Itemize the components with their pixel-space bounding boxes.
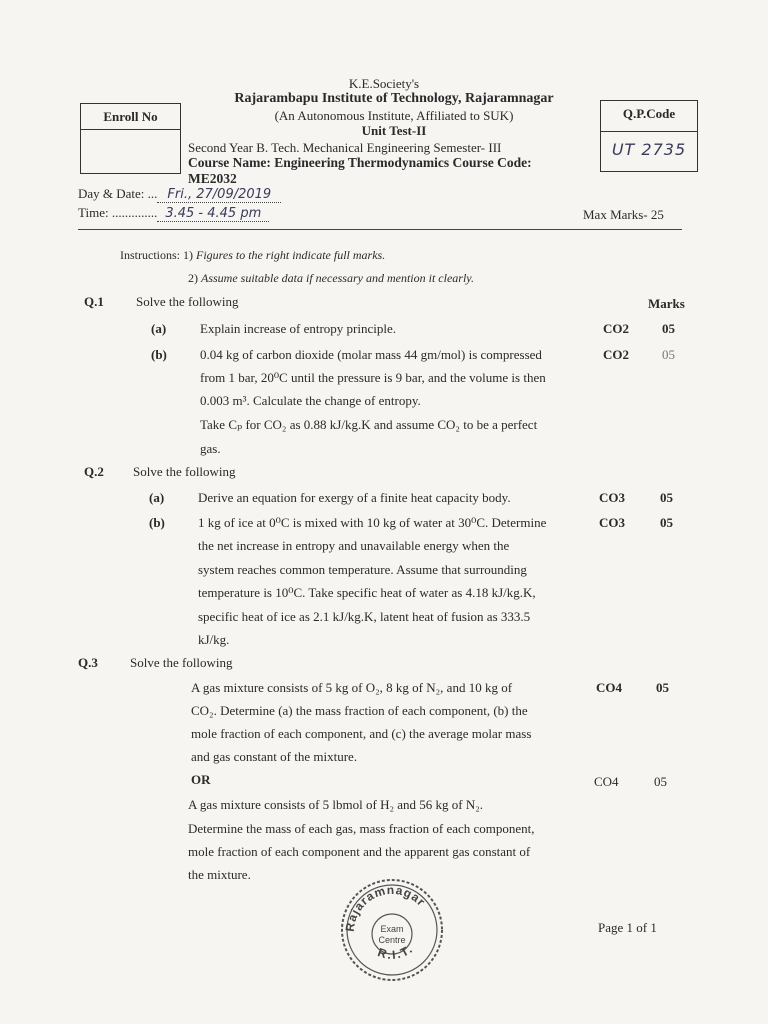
q3-or: OR: [191, 772, 211, 787]
instruction-1: [120, 248, 385, 263]
qp-code-value: UT 2735: [611, 140, 687, 159]
q3p2-marks: 05: [654, 774, 667, 789]
qp-code-box: [600, 100, 698, 172]
q2-number: Q.2: [84, 464, 104, 479]
instructions-label: Instructions: 1): [120, 248, 193, 262]
time-label: Time:: [78, 205, 112, 220]
q2b-line3: system reaches common temperature. Assume that surrounding: [198, 562, 527, 577]
q1b-line3: 0.003 m³. Calculate the change of entropy.: [200, 393, 421, 408]
q3p1-line1: A gas mixture consists of 5 kg of O₂, 8 kg of N₂, and 10 kg of: [191, 680, 513, 695]
q1b-line4: Take Cₚ for CO₂ as 0.88 kJ/kg.K and assume CO₂ to be a perfect: [200, 417, 538, 432]
time-dots: ..............: [111, 205, 158, 220]
affiliation: (An Autonomous Institute, Affiliated to SUK): [274, 108, 514, 123]
q2b-label: (b): [149, 515, 165, 530]
course-line: Course Name: Engineering Thermodynamics Course Code:: [188, 155, 532, 170]
q1b-line1: 0.04 kg of carbon dioxide (molar mass 44 gm/mol) is compressed: [200, 347, 542, 362]
q2a-marks: 05: [660, 490, 673, 505]
q2b-line4: temperature is 10⁰C. Take specific heat of water as 4.18 kJ/kg.K,: [198, 585, 536, 600]
enroll-box: [80, 103, 181, 174]
stamp-ring-text: Rajaramnagar: [342, 882, 429, 933]
q1b-co: CO2: [603, 347, 629, 362]
q3p2-line4: the mixture.: [188, 867, 251, 882]
stamp-inner-line1: Exam: [380, 924, 404, 934]
stamp-bottom-text: R.I.T.: [375, 941, 417, 962]
q1-title: Solve the following: [136, 294, 239, 309]
day-date-dots: ...: [147, 186, 158, 201]
q1b-line5: gas.: [200, 441, 221, 456]
instruction-1-text: Figures to the right indicate full marks.: [196, 248, 386, 262]
q1a-label: (a): [151, 321, 167, 336]
q1b-label: (b): [151, 347, 167, 362]
q2b-line2: the net increase in entropy and unavailable energy when the: [198, 538, 510, 553]
q2b-co: CO3: [599, 515, 625, 530]
day-date-row: [78, 186, 281, 202]
q2b-line1: 1 kg of ice at 0⁰C is mixed with 10 kg of water at 30⁰C. Determine: [198, 515, 547, 530]
instruction-2: [188, 271, 474, 286]
q3-title: Solve the following: [130, 655, 233, 670]
q1a-marks: 05: [662, 321, 675, 336]
q2b-marks: 05: [660, 515, 673, 530]
header-divider: [78, 229, 682, 230]
time-row: [78, 205, 269, 221]
q2a-co: CO3: [599, 490, 625, 505]
q2a-label: (a): [149, 490, 165, 505]
q1a-co: CO2: [603, 321, 629, 336]
institute-name: Rajarambapu Institute of Technology, Rajaramnagar: [234, 91, 554, 106]
test-name: Unit Test-II: [361, 123, 427, 138]
q3p2-line2: Determine the mass of each gas, mass fraction of each component,: [188, 821, 535, 836]
instruction-2-num: 2): [188, 271, 198, 285]
q3p1-line3: mole fraction of each component, and (c) the average molar mass: [191, 726, 532, 741]
program-line: Second Year B. Tech. Mechanical Engineering Semester- III: [188, 140, 502, 155]
q2-title: Solve the following: [133, 464, 236, 479]
stamp-inner-line2: Centre: [378, 935, 406, 945]
q3p1-line4: and gas constant of the mixture.: [191, 749, 358, 764]
day-date-value: Fri., 27/09/2019: [157, 187, 281, 203]
q1a-text: Explain increase of entropy principle.: [200, 321, 397, 336]
exam-centre-stamp: [338, 876, 446, 984]
day-date-label: Day & Date:: [78, 186, 148, 201]
q3-number: Q.3: [78, 655, 98, 670]
instruction-2-text: Assume suitable data if necessary and mention it clearly.: [201, 271, 474, 285]
time-value: 3.45 - 4.45 pm: [157, 206, 269, 222]
q3p2-line3: mole fraction of each component and the apparent gas constant of: [188, 844, 531, 859]
q2a-text: Derive an equation for exergy of a finite heat capacity body.: [198, 490, 511, 505]
q3p2-line1: A gas mixture consists of 5 lbmol of H₂ and 56 kg of N₂.: [188, 797, 484, 812]
society-name: K.E.Society's: [348, 76, 420, 91]
enroll-label: Enroll No: [81, 104, 180, 130]
q1b-line2: from 1 bar, 20⁰C until the pressure is 9 bar, and the volume is then: [200, 370, 546, 385]
q2b-line5: specific heat of ice as 2.1 kJ/kg.K, latent heat of fusion as 333.5: [198, 609, 531, 624]
q3p2-co: CO4: [594, 774, 619, 789]
q3p1-marks: 05: [656, 680, 669, 695]
qp-code-label: Q.P.Code: [601, 101, 697, 132]
course-code: ME2032: [188, 171, 237, 186]
q2b-line6: kJ/kg.: [198, 632, 230, 647]
max-marks: Max Marks- 25: [583, 207, 664, 222]
marks-header: Marks: [648, 296, 685, 311]
q1b-marks: 05: [662, 347, 675, 362]
page-number: Page 1 of 1: [598, 920, 657, 935]
q1-number: Q.1: [84, 294, 104, 309]
q3p1-line2: CO₂. Determine (a) the mass fraction of each component, (b) the: [191, 703, 528, 718]
q3p1-co: CO4: [596, 680, 622, 695]
